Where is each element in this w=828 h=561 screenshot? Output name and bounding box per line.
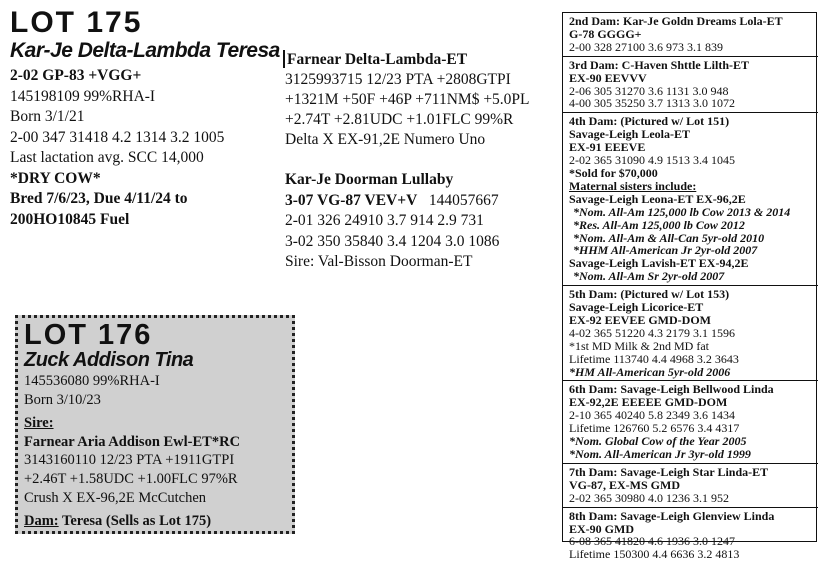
lot-175-sire-line3: +2.74T +2.81UDC +1.01FLC 99%R [285, 111, 514, 128]
dam6-title: 6th Dam: Savage-Leigh Bellwood Linda [569, 382, 774, 397]
lot-175-dam-classification: 3-07 VG-87 VEV+V [285, 191, 418, 209]
sister2-award-a: *Nom. All-Am Sr 2yr-old 2007 [573, 269, 725, 284]
divider [563, 463, 818, 464]
lot-175-section [10, 8, 280, 230]
dam4-sold: *Sold for $70,000 [569, 165, 658, 180]
lot-175-dam-name: Kar-Je Doorman Lullaby [285, 171, 454, 188]
sister2-name: Savage-Leigh Lavish-ET EX-94,2E [569, 256, 749, 271]
lot-176-dam-heading: Dam: [24, 513, 59, 530]
divider [563, 56, 818, 57]
lot-176-born: Born 3/10/23 [24, 391, 101, 408]
dam5-class: EX-92 EEVEE GMD-DOM [569, 312, 711, 327]
divider [563, 507, 818, 508]
dam7-record: 2-02 365 30980 4.0 1236 3.1 952 [569, 490, 729, 505]
pedigree-box [562, 12, 817, 561]
lot-175-dam-block [285, 170, 565, 273]
lot-175-sire-line4: Delta X EX-91,2E Numero Uno [285, 131, 486, 148]
dam2-class: G-78 GGGG+ [569, 26, 642, 41]
lot-176-label: LOT 176 [24, 319, 153, 351]
lot-176-sire-heading: Sire: [24, 415, 54, 432]
maternal-sisters-heading: Maternal sisters include: [569, 178, 697, 193]
dam5-lifetime: Lifetime 113740 4.4 4968 3.2 3643 [569, 351, 739, 366]
lot-176-sire-line1: 3143160110 12/23 PTA +1911GTPI [24, 452, 235, 469]
dam6-class: EX-92,2E EEEEE GMD-DOM [569, 395, 728, 410]
lot-176-reg-id: 145536080 99%RHA-I [24, 373, 160, 389]
lot-175-sire-name: Farnear Delta-Lambda-ET [287, 51, 468, 68]
divider [563, 112, 818, 113]
lot-176-cow-name: Zuck Addison Tina [24, 349, 194, 371]
lot-175-reg-id: 145198109 99%RHA-I [10, 87, 156, 105]
lot-175-status: *DRY COW* [10, 169, 101, 187]
lot-175-label: LOT 175 [10, 6, 143, 39]
dam4-title: 4th Dam: (Pictured w/ Lot 151) [569, 114, 730, 129]
sister1-award-d: *HHM All-American Jr 2yr-old 2007 [573, 243, 758, 258]
lot-175-classification: 2-02 GP-83 +VGG+ [10, 67, 142, 85]
dam2-title: 2nd Dam: Kar-Je Goldn Dreams Lola-ET [569, 14, 783, 28]
lot-176-details [24, 372, 286, 531]
lot-176-section [15, 315, 295, 534]
dam3-record1: 2-06 305 31270 3.6 1131 3.0 948 [569, 83, 729, 98]
lot-175-details [10, 66, 280, 230]
lot-175-bred-line1: Bred 7/6/23, Due 4/11/24 to [10, 190, 188, 208]
dam5-record: 4-02 365 51220 4.3 2179 3.1 1596 [569, 325, 735, 340]
dam5-name: Savage-Leigh Licorice-ET [569, 300, 704, 315]
dam4-name: Savage-Leigh Leola-ET [569, 127, 691, 142]
sister1-award-b: *Res. All-Am 125,000 lb Cow 2012 [573, 217, 745, 232]
divider [563, 285, 818, 286]
lot-175-dam-class-row [285, 191, 565, 212]
lot-175-scc: Last lactation avg. SCC 14,000 [10, 149, 204, 167]
dam7-class: VG-87, EX-MS GMD [569, 477, 680, 492]
dam2-record: 2-00 328 27100 3.6 973 3.1 839 [569, 39, 723, 54]
dam7-title: 7th Dam: Savage-Leigh Star Linda-ET [569, 464, 769, 479]
sister1-name: Savage-Leigh Leona-ET EX-96,2E [569, 191, 746, 206]
lot-175-born: Born 3/1/21 [10, 108, 85, 126]
dam6-lifetime: Lifetime 126760 5.2 6576 3.4 4317 [569, 421, 740, 436]
dam4-record: 2-02 365 31090 4.9 1513 3.4 1045 [569, 153, 735, 168]
dam8-title: 8th Dam: Savage-Leigh Glenview Linda [569, 508, 775, 523]
lot-175-dam-reg-id: 144057667 [428, 191, 499, 209]
lot-175-dam-record2: 3-02 350 35840 3.4 1204 3.0 1086 [285, 232, 500, 250]
lot-175-dam-sire: Sire: Val-Bisson Doorman-ET [285, 253, 473, 270]
dam3-title: 3rd Dam: C-Haven Shttle Lilth-ET [569, 57, 749, 72]
sister1-award-a: *Nom. All-Am 125,000 lb Cow 2013 & 2014 [573, 204, 791, 219]
lot-176-sire-name: Farnear Aria Addison Ewl-ET*RC [24, 433, 241, 450]
lot-175-bred-line2: 200HO10845 Fuel [10, 210, 130, 228]
dam6-award-a: *Nom. Global Cow of the Year 2005 [569, 434, 747, 449]
dam6-award-b: *Nom. All-American Jr 3yr-old 1999 [569, 447, 751, 461]
sister1-award-c: *Nom. All-Am & All-Can 5yr-old 2010 [573, 230, 765, 245]
dam5-note: *1st MD Milk & 2nd MD fat [569, 338, 710, 353]
dam5-award: *HM All-American 5yr-old 2006 [569, 364, 731, 379]
dam6-record: 2-10 365 40240 5.8 2349 3.6 1434 [569, 408, 735, 423]
lot-176-sire-line3: Crush X EX-96,2E McCutchen [24, 489, 207, 506]
lot-176-sire-line2: +2.46T +1.58UDC +1.00FLC 97%R [24, 470, 238, 487]
dam4-class: EX-91 EEEVE [569, 140, 646, 155]
dam8-lifetime: Lifetime 150300 4.4 6636 3.2 4813 [569, 547, 740, 561]
lot-175-sire-line2: +1321M +50F +46P +711NM$ +5.0PL [285, 91, 530, 108]
dam8-class: EX-90 GMD [569, 521, 634, 536]
dam5-title: 5th Dam: (Pictured w/ Lot 153) [569, 287, 730, 302]
lot-175-dam-record1: 2-01 326 24910 3.7 914 2.9 731 [285, 212, 484, 229]
lot-176-dam-text: Teresa (Sells as Lot 175) [58, 513, 212, 530]
lot-175-record: 2-00 347 31418 4.2 1314 3.2 1005 [10, 128, 225, 146]
lot-176-dam-row [24, 512, 286, 531]
lot-175-sire-line1: 3125993715 12/23 PTA +2808GTPI [285, 71, 511, 88]
dam3-class: EX-90 EEVVV [569, 70, 647, 85]
dam3-record2: 4-00 305 35250 3.7 1313 3.0 1072 [569, 96, 735, 111]
dam8-record: 6-08 365 41820 4.6 1936 3.0 1247 [569, 534, 735, 549]
lot-175-sire-block [285, 50, 565, 150]
divider [563, 380, 818, 381]
lot-175-cow-name: Kar-Je Delta-Lambda Teresa [10, 39, 280, 62]
